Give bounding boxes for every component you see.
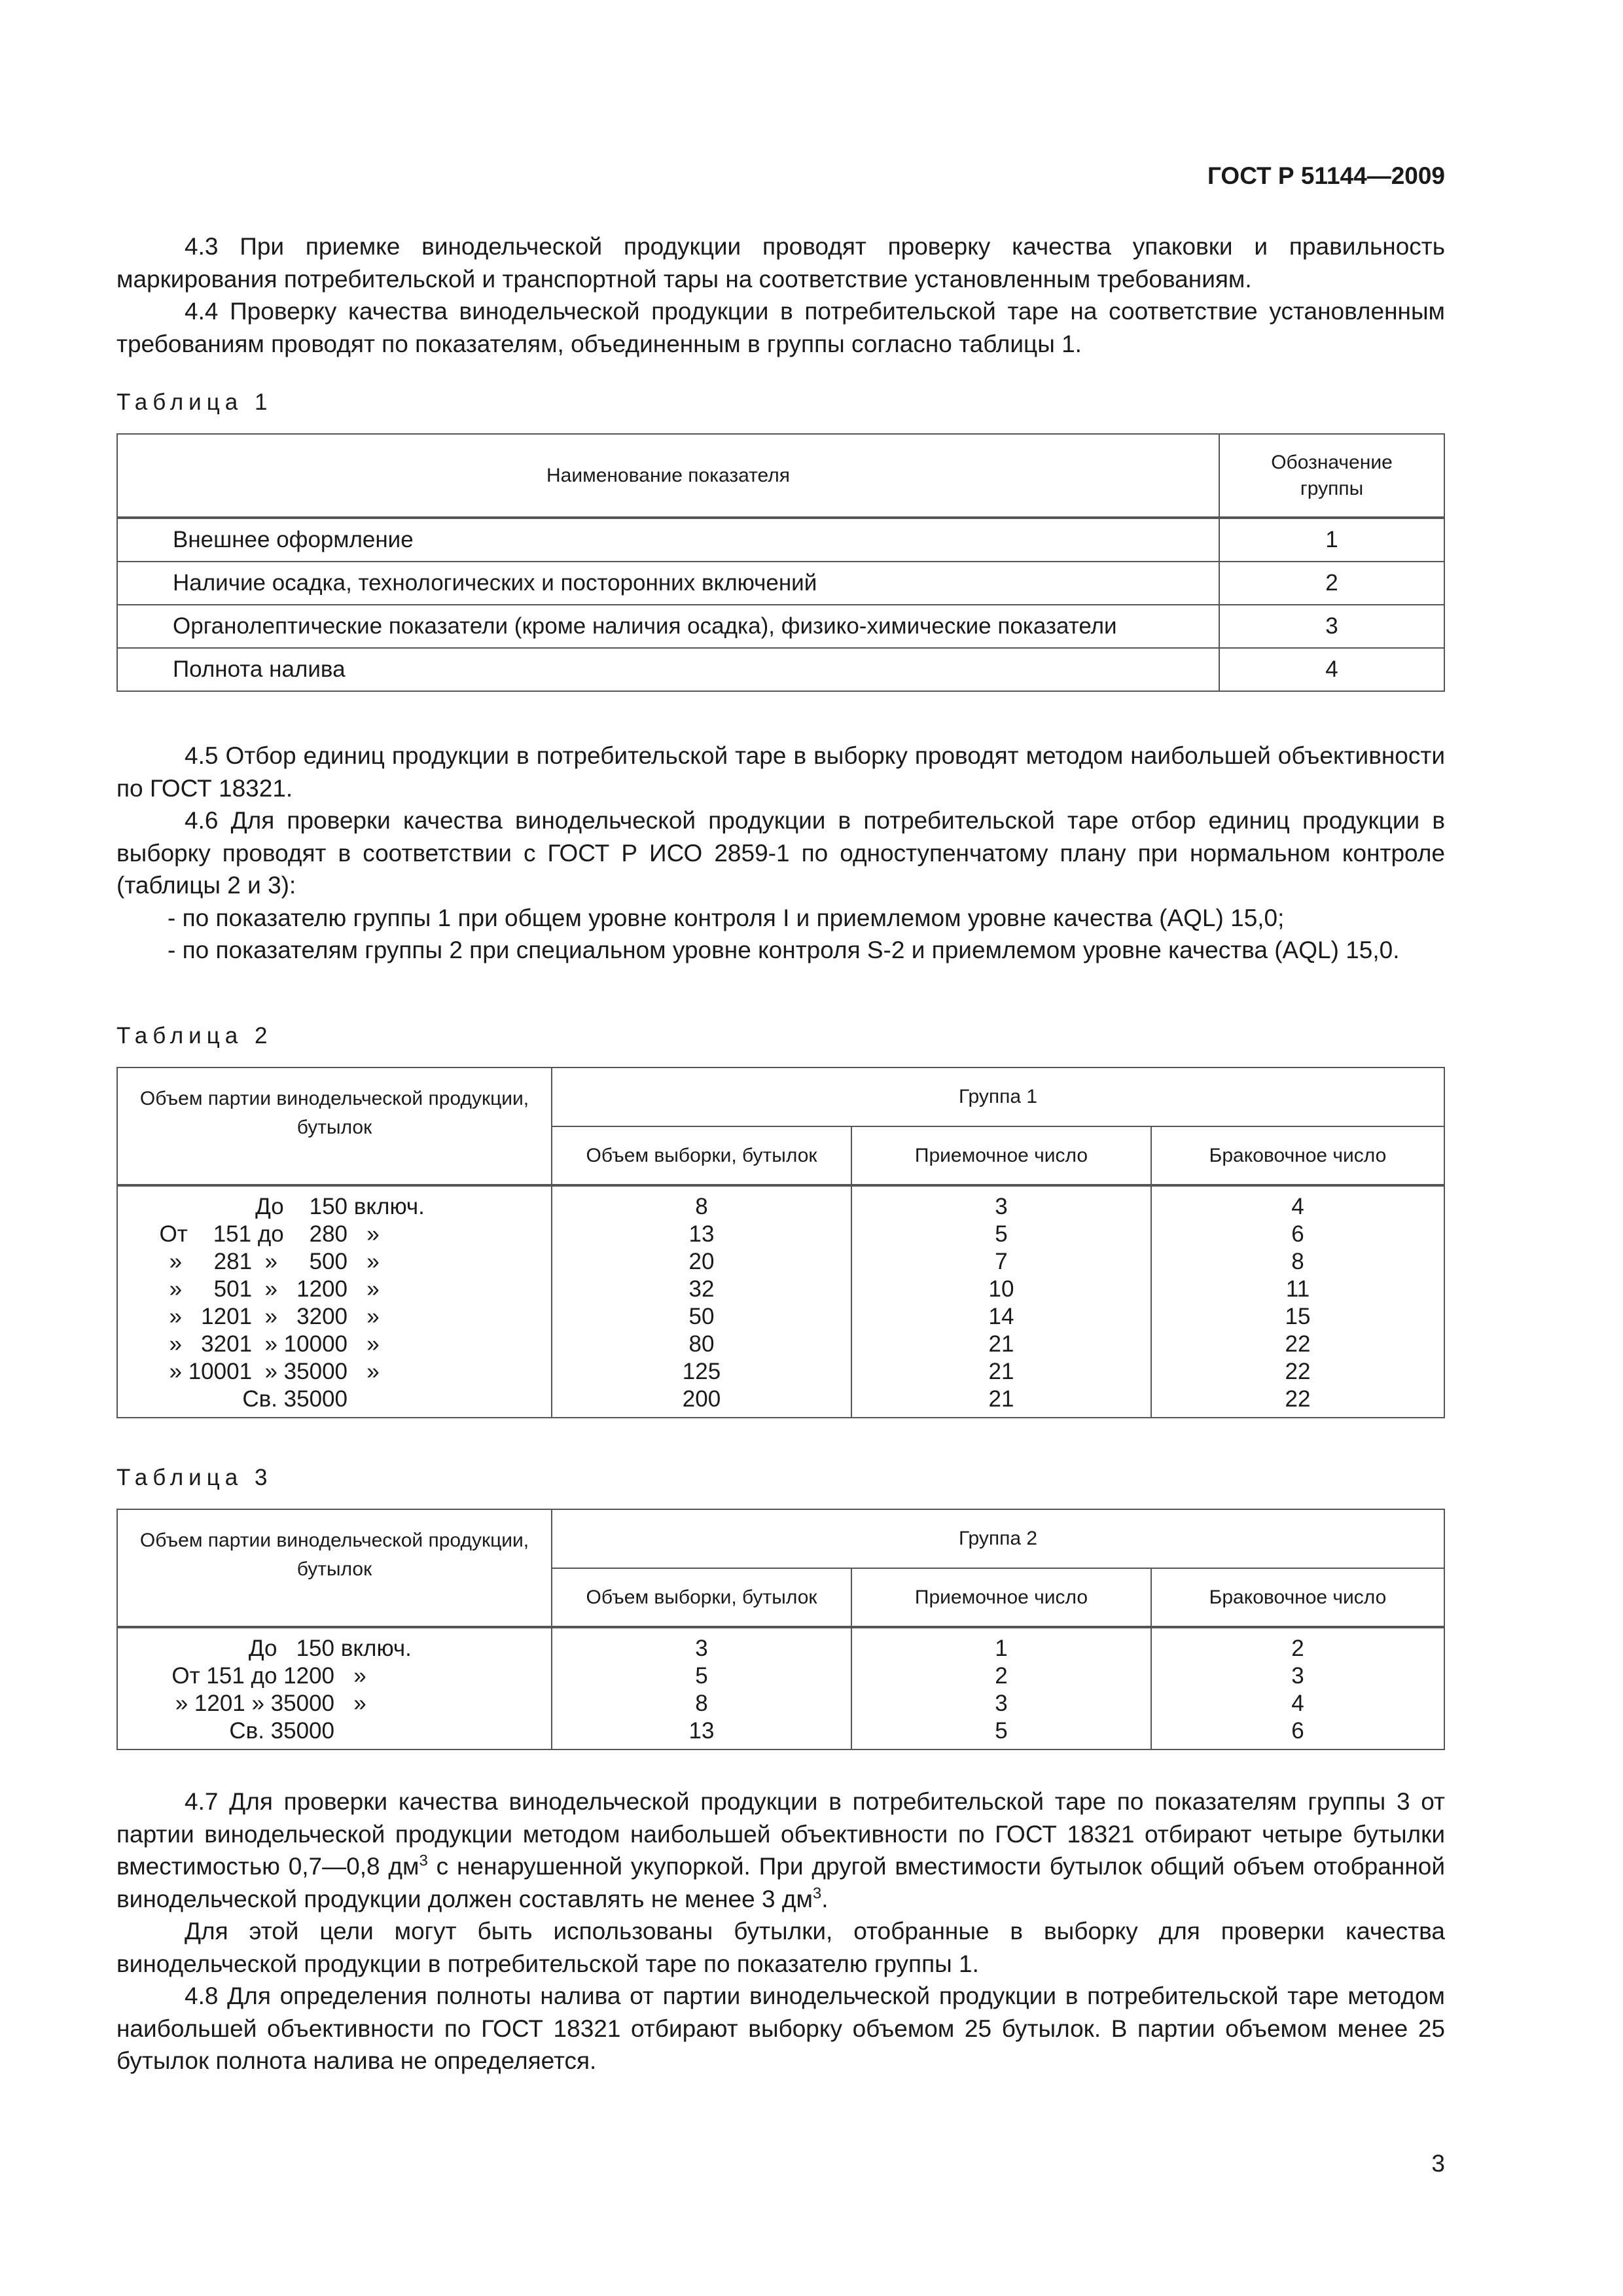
table1-header-group: Обозначение группы	[1219, 434, 1444, 518]
table1-caption: Таблица 1	[116, 389, 273, 415]
table-row: Органолептические показатели (кроме наличия осадка), физико-химические показатели 3	[117, 605, 1444, 648]
table2-accept-column: 3 5 7 10 14 21 21 21	[851, 1185, 1151, 1418]
table2-header-group: Группа 1	[552, 1067, 1444, 1126]
document-code: ГОСТ Р 51144—2009	[1207, 162, 1445, 189]
table3-header-accept: Приемочное число	[851, 1568, 1151, 1627]
paragraphs-bottom	[116, 1785, 1445, 2077]
bullet-group-2: - по показателям группы 2 при специальном уровне контроля S-2 и приемлемом уровне качества (AQL) 15,0.	[168, 937, 1400, 963]
table2-header-reject: Браковочное число	[1151, 1126, 1444, 1185]
table3-header-reject: Браковочное число	[1151, 1568, 1444, 1627]
paragraph-4-7-note: Для этой цели могут быть использованы бутылки, отобранные в выборку для проверки качества винодельческой продукции в потребительской таре по показателю группы 1.	[116, 1918, 1445, 1977]
table3-sample-column: 3 5 8 13	[552, 1627, 851, 1749]
paragraph-4-7: 4.7 Для проверки качества винодельческой продукции в потребительской таре по показателям группы 3 от партии винодельческой продукции методом наибольшей объективности по ГОСТ 18321 отбирают четыре бутылки вместимостью 0,7—0,8 $дм^3$ с ненарушенной укупоркой. При другой вместимости бутылок общий объем отобранной винодельческой продукции должен составлять не менее 3 $дм^3$.	[116, 1788, 1445, 1912]
table2-header-lot: Объем партии винодельческой продукции, бутылок	[117, 1067, 552, 1185]
table-row	[117, 1185, 1444, 1418]
table3-header-sample: Объем выборки, бутылок	[552, 1568, 851, 1627]
table3-caption: Таблица 3	[116, 1465, 273, 1490]
table3-accept-column: 1 2 3 5	[851, 1627, 1151, 1749]
table2-caption: Таблица 2	[116, 1023, 273, 1049]
table-row: Внешнее оформление 1	[117, 518, 1444, 562]
table3-lot-column: До 150 включ. От 151 до 1200 » » 1201 » 35000 » Св. 35000	[117, 1627, 552, 1749]
table3-header-group: Группа 2	[552, 1509, 1444, 1568]
paragraph-4-8: 4.8 Для определения полноты налива от партии винодельческой продукции в потребительской таре методом наибольшей объективности по ГОСТ 18321 отбирают выборку объемом 25 бутылок. В партии объемом менее 25 бутылок полнота налива не определяется.	[116, 1982, 1445, 2074]
page-number: 3	[1431, 2150, 1445, 2177]
table-row: Полнота налива 4	[117, 648, 1444, 691]
table2-lot-column: До 150 включ. От 151 до 280 » » 281 » 500 » » 501 » 1200 » » 1201 » 3200 » » 3201 » 10000 » » 10001 » 35000 » Св. 35000	[117, 1185, 552, 1418]
table2	[116, 1067, 1445, 1418]
table2-header-accept: Приемочное число	[851, 1126, 1151, 1185]
table2-sample-column: 8 13 20 32 50 80 125 200	[552, 1185, 851, 1418]
paragraph-4-4: 4.4 Проверку качества винодельческой продукции в потребительской таре на соответствие установленным требованиям проводят по показателям, объединенным в группы согласно таблицы 1.	[116, 298, 1445, 357]
table3	[116, 1509, 1445, 1750]
paragraphs-top	[116, 230, 1445, 360]
table3-reject-column: 2 3 4 6	[1151, 1627, 1444, 1749]
paragraph-4-3: 4.3 При приемке винодельческой продукции проводят проверку качества упаковки и правильность маркирования потребительской и транспортной тары на соответствие установленным требованиям.	[116, 233, 1445, 293]
bullet-group-1: - по показателю группы 1 при общем уровне контроля I и приемлемом уровне качества (AQL) 15,0;	[168, 904, 1285, 931]
table1	[116, 433, 1445, 692]
table1-header-name: Наименование показателя	[117, 434, 1219, 518]
table-row: Наличие осадка, технологических и посторонних включений 2	[117, 562, 1444, 605]
paragraph-4-6: 4.6 Для проверки качества винодельческой продукции в потребительской таре отбор единиц продукции в выборку проводят в соответствии с ГОСТ Р ИСО 2859-1 по одноступенчатому плану при нормальном контроле (таблицы 2 и 3):	[116, 807, 1445, 899]
table-row	[117, 1627, 1444, 1749]
paragraph-4-5: 4.5 Отбор единиц продукции в потребительской таре в выборку проводят методом наибольшей объективности по ГОСТ 18321.	[116, 742, 1445, 802]
table2-header-sample: Объем выборки, бутылок	[552, 1126, 851, 1185]
table3-header-lot: Объем партии винодельческой продукции, бутылок	[117, 1509, 552, 1627]
paragraphs-mid	[116, 740, 1445, 967]
table2-reject-column: 4 6 8 11 15 22 22 22	[1151, 1185, 1444, 1418]
